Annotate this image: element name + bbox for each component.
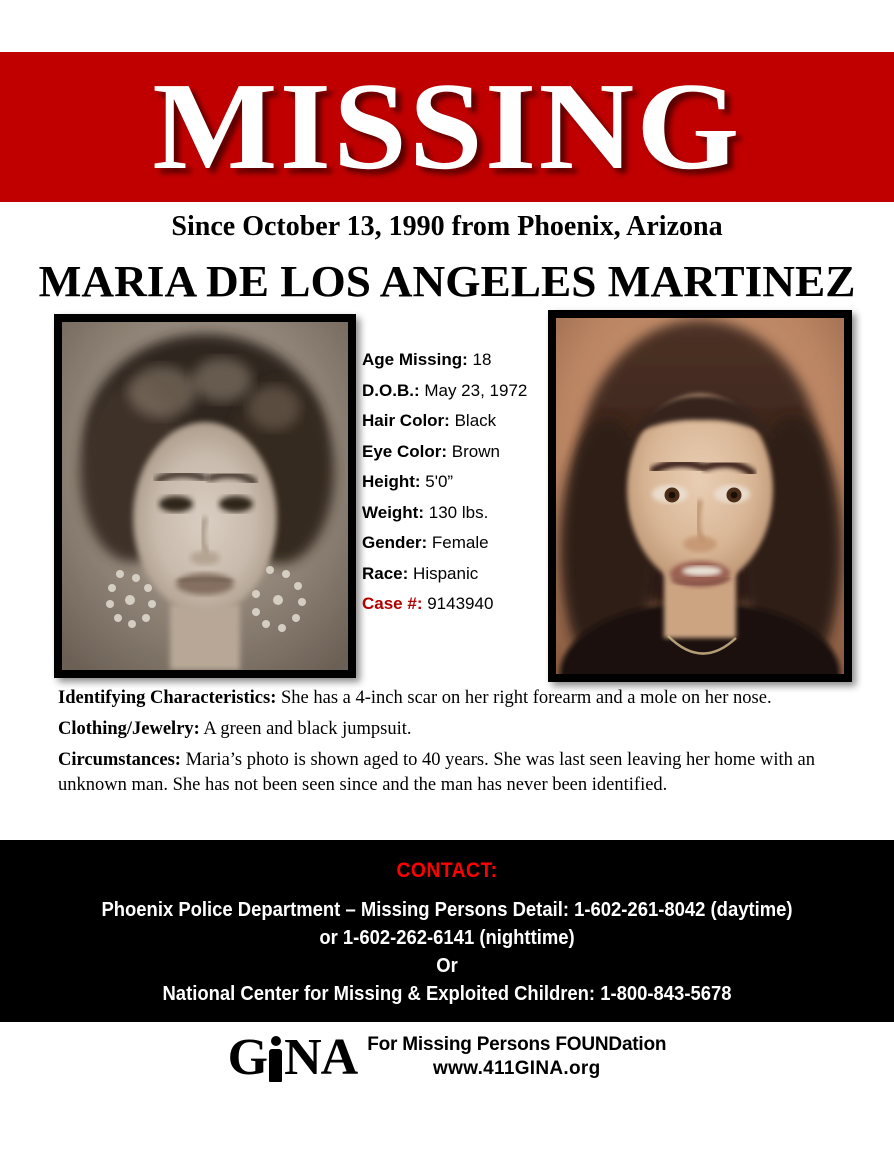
gina-website[interactable]: www.411GINA.org (433, 1058, 601, 1079)
tagline-found: FOUND (555, 1034, 622, 1055)
gina-wordmark (227, 1029, 358, 1086)
detail-row (362, 376, 552, 407)
gina-letters-na: NA (284, 1029, 358, 1086)
victim-name: MARIA DE LOS ANGELES MARTINEZ (38, 257, 856, 306)
identifying-characteristics-text: She has a 4-inch scar on her right forearm and a mole on her nose. (281, 688, 772, 708)
clothing-jewelry (58, 717, 848, 742)
detail-row (362, 528, 552, 559)
detail-value: 18 (472, 350, 492, 369)
gina-letter-g: G (227, 1029, 268, 1086)
since-line: Since October 13, 1990 from Phoenix, Arizona (171, 211, 723, 242)
gina-tagline (367, 1034, 666, 1056)
circumstances-text: Maria’s photo is shown aged to 40 years. She was last seen leaving her home with an unknown man. She has not been seen since and the man has never been identified. (58, 750, 815, 795)
age-progression-photo-image (556, 318, 844, 674)
original-photo (54, 314, 356, 678)
contact-lines (0, 896, 894, 1008)
detail-value: Female (431, 533, 489, 552)
person-head-shape (271, 1036, 281, 1046)
detail-row (362, 437, 552, 468)
detail-label: D.O.B.: (362, 380, 420, 400)
detail-row (362, 406, 552, 437)
detail-row-case-number (362, 589, 552, 620)
detail-label: Height: (362, 472, 421, 491)
missing-headline: MISSING (152, 57, 742, 196)
detail-value: May 23, 1972 (424, 380, 528, 400)
clothing-jewelry-text: A green and black jumpsuit. (203, 719, 412, 739)
detail-row (362, 559, 552, 590)
detail-row (362, 467, 552, 498)
detail-value: 5'0” (425, 472, 454, 491)
details-list (362, 345, 552, 620)
case-number-label: Case #: (362, 594, 423, 613)
contact-line-police-night[interactable]: or 1-602-262-6141 (nighttime) (319, 926, 575, 949)
contact-heading: CONTACT: (396, 859, 498, 882)
detail-label: Weight: (362, 502, 425, 522)
person-figure-icon (268, 1036, 283, 1082)
contact-line-police[interactable]: Phoenix Police Department – Missing Persons Detail: 1-602-261-8042 (daytime) (101, 898, 793, 921)
contact-footer (0, 840, 894, 1022)
detail-label: Gender: (362, 533, 428, 552)
clothing-jewelry-label: Clothing/Jewelry: (58, 719, 200, 739)
gina-tagline-group (367, 1034, 666, 1080)
case-number-value: 9143940 (427, 594, 494, 613)
missing-banner (0, 52, 894, 202)
tagline-suffix: ation (621, 1034, 667, 1055)
detail-value: Black (454, 411, 497, 430)
contact-line-or: Or (436, 954, 458, 977)
original-photo-image (62, 322, 348, 670)
description-block (58, 686, 848, 804)
circumstances (58, 748, 848, 798)
detail-label: Age Missing: (362, 350, 468, 369)
detail-value: 130 lbs. (428, 502, 489, 522)
circumstances-label: Circumstances: (58, 750, 181, 770)
detail-value: Brown (451, 441, 500, 461)
identifying-characteristics-label: Identifying Characteristics: (58, 688, 277, 708)
detail-label: Race: (362, 563, 409, 583)
contact-line-ncmec[interactable]: National Center for Missing & Exploited Children: 1-800-843-5678 (162, 982, 732, 1005)
age-progression-photo (548, 310, 852, 682)
detail-value: Hispanic (413, 563, 479, 583)
detail-row (362, 498, 552, 529)
gina-logo[interactable] (0, 1029, 894, 1086)
detail-label: Hair Color: (362, 411, 450, 430)
tagline-prefix: For Missing Persons (367, 1034, 556, 1055)
detail-row (362, 345, 552, 376)
detail-label: Eye Color: (362, 441, 448, 461)
identifying-characteristics (58, 686, 848, 711)
person-body-shape (269, 1049, 282, 1082)
